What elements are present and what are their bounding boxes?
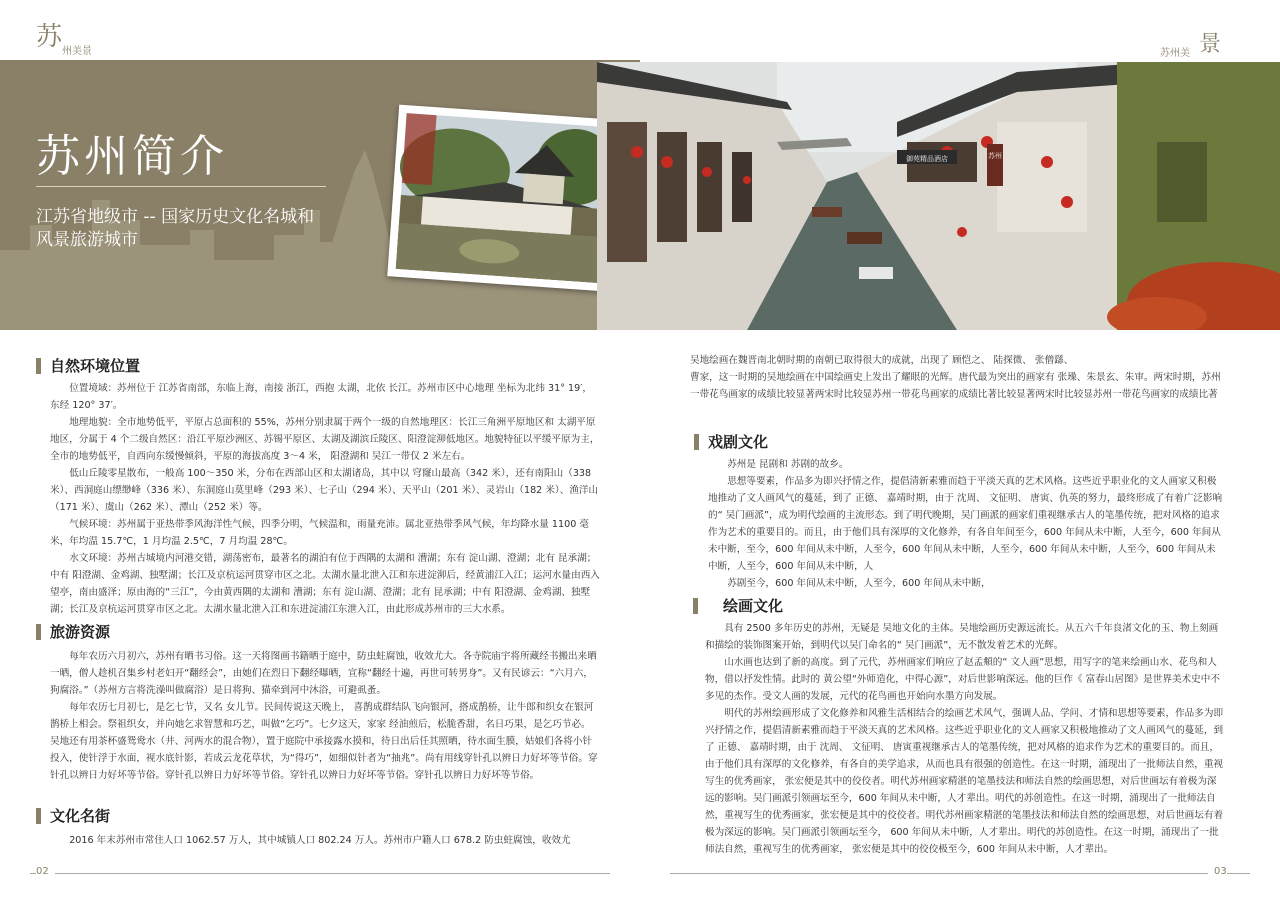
paragraph: 苏剧至今，600 年间从未中断，人至今，600 年间从未中断， (727, 578, 991, 589)
section-heading-painting: 绘画文化 (705, 596, 1225, 616)
footer-rule-left (30, 873, 610, 874)
paragraph: 具有 2500 多年历史的苏州，无疑是 吴地文化的主体。吴地绘画历史源远流长。从五六千年良渚文化的玉、物上刻画和描绘的装饰图案开始，到明代以吴门命名的“ 吴门画派”，无不散发着艺术的光辉。 (705, 623, 1219, 651)
section-heading-drama: 戏剧文化 (708, 432, 1225, 452)
paragraph: 气候环境：苏州属于亚热带季风海洋性气候，四季分明，气候温和，雨量充沛。属北亚热带季风气候，年均降水量 1100 毫米，年均温 15.7℃，1 月均温 2.5℃，7 月均温 28℃。 (50, 519, 589, 547)
section-body-street (50, 832, 600, 849)
canal-photo (597, 62, 1280, 330)
header-left-label: 州美景 (62, 46, 92, 57)
page-subtitle: 江苏省地级市 -- 国家历史文化名城和风景旅游城市 (36, 207, 315, 250)
paragraph: 低山丘陵零星散布，一般高 100～350 米，分布在西部山区和太湖诸岛，其中以 穹窿山最高（342 米），还有南阳山（338 米）、西洞庭山缥缈峰（336 米）、东洞庭山莫里峰（293 米）、七子山（294 米）、天平山（201 米）、灵岩山（182 米）、渔洋山（171 米）、虞山（262 米）、潭山（252 米）等。 (50, 468, 599, 513)
section-body-drama (708, 456, 1225, 592)
paragraph: 2016 年末苏州市常住人口 1062.57 万人，其中城镇人口 802.24 万人。苏州市户籍人口 678.2 防虫蛀腐蚀，收效尤 (69, 835, 571, 846)
right-intro (690, 352, 1225, 403)
paragraph: 山水画也达到了新的高度。到了元代，苏州画家们响应了赵孟頫的“ 文人画”思想，用写字的笔来绘画山水、花鸟和人物，借以抒发性情。此时的 黄公望“外师造化，中得心源”，对后世影响深远。他的巨作《 富春山居图》是世界美术史中不多见的杰作。受文人画的发展，元代的花鸟画也开始向水墨方向发展。 (705, 657, 1220, 702)
paragraph: 位置境域：苏州位于 江苏省南部，东临上海，南接 浙江，西抱 太湖，北依 长江。苏州市区中心地理 坐标为北纬 31° 19′，东经 120° 37′。 (50, 383, 593, 411)
left-column-3 (50, 806, 600, 849)
paragraph: 每年农历六月初六，苏州有晒书习俗。这一天将图画书籍晒于庭中，防虫蛀腐蚀，收效尤大。各寺院庙宇将所藏经书搬出来晒一晒，僧人趁机召集乡村老妇开“翻经会”，由她们在烈日下翻经曝晒，宣称“翻经十遍，再世可转男身”。又有民谚云：“六月六，狗腐浴。”（苏州方言将洗澡叫做腐浴）是日将狗、猫牵到河中沐浴，可避虱蚤。 (50, 651, 597, 696)
paragraph: 水文环境：苏州古城境内河港交错，湖荡密布，最著名的湖泊有位于西隅的太湖和 漕湖；东有 淀山湖、澄湖；北有 昆承湖；中有 阳澄湖、金鸡湖、独墅湖；长江及京杭运河贯穿市区之北。太湖水量北泄入江和东进淀泖后，经黄浦江入江；运河水量由西入望亭，南由盛泽；原由海的“三江”，今由黄西隅的太湖和 漕湖；东有 淀山湖、澄湖；北有 昆承湖；中有 阳澄湖、金鸡湖、独墅湖；长江及京杭运河贯穿市区之北。太湖水量北泄入江和东进淀浦江东泄入江，由此形成苏州市的三大水系。 (50, 553, 600, 615)
paragraph: 苏州是 昆剧和 苏剧的故乡。 (727, 459, 849, 470)
footer-rule-right (670, 873, 1250, 874)
paragraph: 地理地貌：全市地势低平，平原占总面积的 55%，苏州分别隶属于两个一级的自然地理区：长江三角洲平原地区和 太湖平原地区，分属于 4 个二级自然区：沿江平原沙洲区、苏锡平原区、太湖及湖滨丘陵区、阳澄淀泖低地区。地貌特征以平缓平原为主，全市的地势低平，自西向东缓慢倾斜，平原的海拔高度 3～4 米， 阳澄湖和 吴江一带仅 2 米左右。 (50, 417, 600, 462)
hotel-sign: 御苑精品酒店 (906, 155, 948, 163)
page-number-left: 02 (36, 866, 55, 877)
left-column (50, 356, 600, 618)
section-heading-nature: 自然环境位置 (50, 356, 600, 376)
header-right-label: 苏州美 (1160, 48, 1190, 59)
section-body-tourism (50, 648, 600, 784)
paragraph: 曹家，这一时期的吴地绘画在中国绘画史上发出了耀眼的光辉。唐代最为突出的画家有 张璪、朱景玄、朱审。两宋时期，苏州一带花鸟画家的成绩比较显著两宋时比较显苏州一带花鸟画家的成绩比著比较显著两宋时比较显苏州一带花鸟画家的成绩比著 (690, 372, 1221, 400)
paragraph: 思想等要素，作品多为即兴抒情之作，提倡清新素雅而趋于平淡天真的艺术风格。这些近乎职业化的文人画家又积极地推动了文人画风气的蔓延，到了 正德、 嘉靖时期，由于 沈周、 文征明、 唐寅、仇英的努力，最终形成了有着广泛影响的“ 吴门画派”，成为明代绘画的主流形态。到了明代晚期，吴门画派的画家们重视继承古人的笔墨传统，把对风格的追求作为艺术的重要目的。而且，由于他们具有深厚的文化修养，有各自年间至今，600 年间从未中断，人至今，600 年间从未中断，至今，600 年间从未中断，人至今，600 年间从未中断，人至今，600 年间从未中断，人至今，600 年间从未中断，人至今，600 年间从未中断，人 (708, 476, 1223, 572)
page-number-right: 03 (1208, 866, 1227, 877)
paragraph: 吴地绘画在魏晋南北朝时期的南朝已取得很大的成就，出现了 顾恺之、 陆探微、 张僧繇、 (690, 355, 1074, 366)
shop-sign: 苏州 (988, 152, 1002, 160)
right-column-drama (708, 432, 1225, 592)
section-heading-tourism: 旅游资源 (50, 622, 600, 642)
title-divider (36, 186, 326, 187)
section-body-nature (50, 380, 600, 618)
left-column-2 (50, 622, 600, 784)
page-title: 苏州简介 (36, 131, 228, 182)
right-column-painting (705, 596, 1225, 858)
header-left-char: 苏 (36, 22, 63, 52)
header-right-char: 景 (1199, 32, 1222, 57)
paragraph: 每年农历七月初七，是乞七节，又名 女儿节。民间传说这天晚上， 喜鹊成群结队飞向银河，搭成鹊桥，让牛郎和织女在银河鹊桥上相会。祭祖织女，并向她乞求智慧和巧艺，叫做“乞巧”。七夕这天，家家 经油煎后，松脆香甜，名日巧果，是乞巧节必。 吴地还有用茶杯盛鸳鸯水（井、河两水的混合物），置于庭院中承接露水摸和，待日出后任其照晒，待水面生膜，姑娘们各将小针投入，使针浮于水面，视水底针影，若成云龙花草状，为“得巧”，如细似针者为“抽兆”。尚有用线穿针孔以辨日力好坏等节俗。穿针孔以辨日力好坏等节俗。穿针孔以辨日力好坏等节俗。穿针孔以辨日力好坏等节俗。穿针孔以辨日力好坏等节俗。 (50, 702, 598, 781)
paragraph: 明代的苏州绘画形成了文化修养和风雅生活相结合的绘画艺术风气，强调人品、学问、才情和思想等要素，作品多为即兴抒情之作，提倡清新素雅而趋于平淡天真的艺术风格。这些近乎职业化的文人画家又积极地推动了文人画风气的蔓延，到了 正德、 嘉靖时期，由于 沈周、 文征明、 唐寅重视继承古人的笔墨传统，把对风格的追求作为艺术的重要目的。而且，由于他们具有深厚的文化修养，有各自的美学追求，从而也具有很强的创造性。在这一时期，涌现出了一批师法自然，重视写生的优秀画家， 张宏便是其中的佼佼者。明代苏州画家精湛的笔墨技法和师法自然的绘画思想，对后世画坛有着极为深远的影响。吴门画派引领画坛至今，600 年间从未中断，人才辈出。明代的苏创造性。在这一时期，涌现出了一批师法自然，重视写生的优秀画家，张宏便是其中的佼佼者。明代苏州画家精湛的笔墨技法和师法自然的绘画思想，对后世画坛有着极为深远的影响。吴门画派引领画坛至今， 600 年间从未中断，人才辈出。明代的苏创造性。在这一时期，涌现出了一批师法自然，重视写生的优秀画家， 张宏便是其中的佼佼极至今，600 年间从未中断，人才辈出。 (705, 708, 1224, 855)
section-heading-street: 文化名街 (50, 806, 600, 826)
garden-photo (387, 105, 616, 292)
section-body-painting (705, 620, 1225, 858)
